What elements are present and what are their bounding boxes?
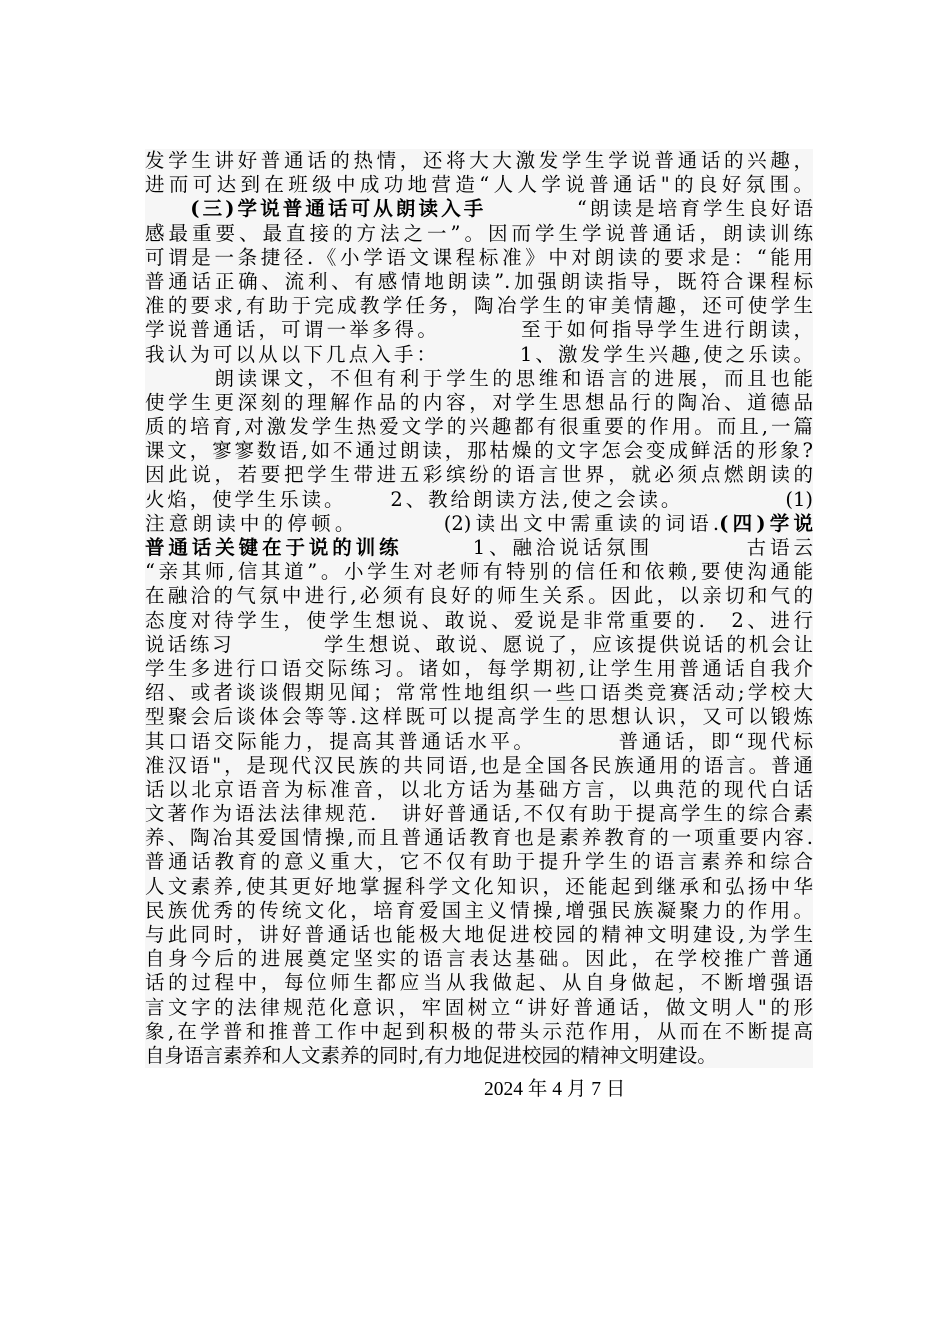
body-text-span: “亲其师,信其道”。小学生对老师有特别的信任和依赖,要使沟通能	[145, 560, 813, 584]
body-text-span: 1、融洽说话氛围 古语云	[402, 536, 813, 559]
text-line	[145, 318, 813, 342]
body-text-span: 型聚会后谈体会等等.这样既可以提高学生的思想认识，又可以锻炼	[145, 705, 813, 729]
text-line	[145, 1044, 813, 1068]
body-text-span: 发学生讲好普通话的热情，还将大大激发学生学说普通话的兴趣，	[145, 149, 813, 172]
body-text-span: “朗读是培育学生良好语	[486, 197, 813, 221]
text-line	[145, 197, 813, 221]
text-line	[145, 246, 813, 270]
text-line	[145, 343, 813, 367]
text-line	[145, 294, 813, 318]
body-text-span: 态度对待学生，使学生想说、敢说、爱说是非常重要的. 2、进行	[145, 608, 813, 632]
body-text-span: 象,在学普和推普工作中起到积极的带头示范作用，从而在不断提高	[145, 1019, 813, 1043]
text-line	[145, 173, 813, 197]
body-text-span: 进而可达到在班级中成功地营造“人人学说普通话"的良好氛围。	[145, 173, 813, 197]
text-line	[145, 971, 813, 995]
body-text-span: 言文字的法律规范化意识，牢固树立“讲好普通话，做文明人"的形	[145, 995, 813, 1019]
body-text-span: 话以北京语音为标准音，以北方话为基础方言，以典范的现代白话	[145, 777, 813, 801]
text-line	[145, 875, 813, 899]
text-line	[145, 778, 813, 802]
body-text-span: 质的培育,对激发学生热爱文学的兴趣都有很重要的作用。而且,一篇	[145, 415, 813, 439]
body-text-span: 感最重要、最直接的方法之一”。因而学生学说普通话，朗读训练	[145, 221, 813, 245]
text-line	[145, 463, 813, 487]
body-text-span: 可谓是一条捷径.《小学语文课程标准》中对朗读的要求是：“能用	[145, 245, 813, 269]
body-text-span: 我认为可以从以下几点入手： 1、激发学生兴趣,使之乐读。	[145, 342, 813, 366]
body-text-span: 准汉语"，是现代汉民族的共同语,也是全国各民族通用的语言。普通	[145, 753, 813, 777]
text-line	[145, 584, 813, 608]
body-text-span: 普通话正确、流利、有感情地朗读”.加强朗读指导，既符合课程标	[145, 269, 813, 293]
text-line	[145, 802, 813, 826]
body-text-span: 普通话教育的意义重大，它不仅有助于提升学生的语言素养和综合	[145, 850, 813, 874]
text-line	[145, 681, 813, 705]
text-line	[145, 754, 813, 778]
body-text-span: 自身语言素养和人文素养的同时,有力地促进校园的精神文明建设。	[145, 1043, 717, 1067]
body-text-span: 准的要求,有助于完成教学任务，陶冶学生的审美情趣，还可使学生	[145, 294, 813, 318]
body-text-span: 文著作为语法法律规范. 讲好普通话,不仅有助于提高学生的综合素	[145, 802, 813, 826]
text-line	[145, 439, 813, 463]
text-line	[145, 826, 813, 850]
text-line	[145, 730, 813, 754]
text-line	[145, 609, 813, 633]
body-text-span: 使学生更深刻的理解作品的内容，对学生思想品行的陶冶、道德品	[145, 390, 813, 414]
body-text-span: 养、陶冶其爱国情操,而且普通话教育也是素养教育的一项重要内容.	[145, 826, 813, 850]
body-text-span: 因此说，若要把学生带进五彩缤纷的语言世界，就必须点燃朗读的	[145, 463, 813, 487]
text-line	[145, 488, 813, 512]
text-line	[145, 367, 813, 391]
body-text-span: 自身今后的进展奠定坚实的语言表达基础。因此，在学校推广普通	[145, 947, 813, 971]
body-text-span: 注意朗读中的停顿。 (2)读出文中需重读的词语.	[145, 511, 720, 535]
body-text-span: 朗读课文，不但有利于学生的思维和语言的进展，而且也能	[145, 366, 813, 390]
bold-heading-text: (四)学说	[719, 511, 813, 535]
text-line	[145, 560, 813, 584]
body-text-span: 课文，寥寥数语,如不通过朗读，那枯燥的文字怎会变成鲜活的形象?	[145, 439, 813, 463]
text-line	[145, 996, 813, 1020]
text-line	[145, 149, 813, 173]
body-text-span: 其口语交际能力，提高其普通话水平。 普通话，即“现代标	[145, 729, 813, 753]
body-text-span: 话的过程中，每位师生都应当从我做起、从自身做起，不断增强语	[145, 971, 813, 995]
body-text-span: 说话练习 学生想说、敢说、愿说了，应该提供说话的机会让	[145, 632, 813, 656]
text-line	[145, 415, 813, 439]
text-line	[145, 222, 813, 246]
text-line	[145, 705, 813, 729]
body-text	[145, 149, 813, 1068]
body-text-span: 绍、或者谈谈假期见闻；常常性地组织一些口语类竞赛活动;学校大	[145, 681, 813, 705]
text-line	[145, 512, 813, 536]
body-text-span: 与此同时，讲好普通话也能极大地促进校园的精神文明建设,为学生	[145, 923, 813, 946]
text-line	[145, 270, 813, 294]
body-text-span: 民族优秀的传统文化，培育爱国主义情操,增强民族凝聚力的作用。	[145, 898, 813, 922]
document-date: 2024 年 4 月 7 日	[484, 1079, 626, 1100]
text-line	[145, 536, 813, 560]
bold-heading-text: (三)学说普通话可从朗读入手	[145, 197, 487, 221]
text-line	[145, 899, 813, 923]
text-line	[145, 633, 813, 657]
body-text-span: 火焰，使学生乐读。 2、教给朗读方法,使之会读。 (1)	[145, 487, 813, 511]
text-line	[145, 391, 813, 415]
bold-heading-text: 普通话关键在于说的训练	[145, 536, 403, 559]
text-line	[145, 657, 813, 681]
body-text-span: 学说普通话，可谓一举多得。 至于如何指导学生进行朗读，	[145, 318, 813, 342]
body-text-span: 学生多进行口语交际练习。诸如，每学期初,让学生用普通话自我介	[145, 656, 813, 680]
text-line	[145, 923, 813, 947]
text-line	[145, 947, 813, 971]
body-text-span: 人文素养,使其更好地掌握科学文化知识，还能起到继承和弘扬中华	[145, 874, 813, 898]
text-line	[145, 850, 813, 874]
text-line	[145, 1020, 813, 1044]
body-text-span: 在融洽的气氛中进行,必须有良好的师生关系。因此，以亲切和气的	[145, 584, 813, 608]
